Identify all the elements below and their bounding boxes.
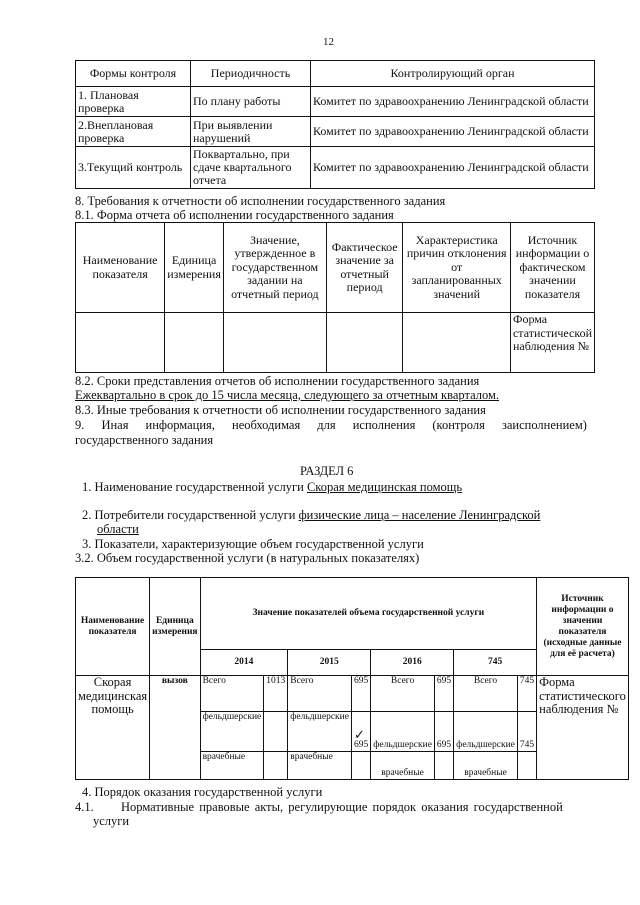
table-cell: Всего	[371, 676, 435, 712]
section6-item2-cont: области	[97, 522, 139, 536]
sec8-sub2-value: Ежеквартально в срок до 15 числа месяца, следующего за отчетным кварталом.	[75, 388, 500, 402]
handwritten-tick-icon: ✓	[353, 727, 365, 742]
table-cell: фельдшерские	[454, 712, 518, 752]
table-cell: врачебные	[454, 752, 518, 780]
header-unit: Единица измерения	[150, 578, 200, 676]
table-cell: фельдшерские	[371, 712, 435, 752]
control-table	[75, 60, 595, 189]
section6-item3: 3. Показатели, характеризующие объем государственной услуги	[82, 537, 424, 551]
sec4-item41	[75, 800, 587, 814]
header-source: Источник информации о фактическом значении показателя	[510, 223, 594, 313]
header-form: Формы контроля	[76, 61, 191, 87]
year-header: 2016	[371, 650, 454, 676]
sec8-sub1: 8.1. Форма отчета об исполнении государственного задания	[75, 208, 394, 222]
item-label: 2. Потребители государственной услуги	[82, 508, 299, 522]
item9-word: Иная	[101, 418, 129, 432]
table-cell	[264, 752, 288, 780]
header-values: Значение показателей объема государственной услуги	[200, 578, 537, 650]
header-actual: Фактическое значение за отчетный период	[326, 223, 403, 313]
page-number: 12	[323, 36, 334, 48]
section6-item2	[82, 508, 540, 522]
sec8-sub2: 8.2. Сроки представления отчетов об исполнении государственного задания	[75, 374, 480, 388]
table-cell: врачебные	[371, 752, 435, 780]
sec8-sub3: 8.3. Иные требования к отчетности об исполнении государственного задания	[75, 403, 486, 417]
table-cell	[403, 313, 511, 373]
table-cell: 1013	[264, 676, 288, 712]
table-cell	[517, 752, 536, 780]
table-cell: 745	[517, 712, 536, 752]
service-name: Скорая медицинская помощь	[76, 676, 150, 780]
item9-word: информация,	[145, 418, 215, 432]
table-cell: 695	[434, 676, 453, 712]
table-cell: Комитет по здравоохранению Ленинградской области	[311, 117, 595, 147]
section6-item32: 3.2. Объем государственной услуги (в натуральных показателях)	[75, 551, 420, 565]
header-name: Наименование показателя	[76, 578, 150, 676]
table-cell: 3.Текущий контроль	[76, 147, 191, 189]
header-approved: Значение, утвержденное в государственном задании на отчетный период	[223, 223, 326, 313]
table-cell: Всего	[454, 676, 518, 712]
table-cell: Комитет по здравоохранению Ленинградской области	[311, 87, 595, 117]
header-period: Периодичность	[191, 61, 311, 87]
table-cell: 745	[517, 676, 536, 712]
table-cell	[351, 712, 370, 752]
item9-word: (контроля	[432, 418, 485, 432]
source-value: Форма статистического наблюдения №	[537, 676, 629, 780]
table-cell: По плану работы	[191, 87, 311, 117]
section-title: РАЗДЕЛ 6	[300, 464, 354, 478]
table-cell	[351, 752, 370, 780]
item9-word: 9.	[75, 418, 85, 432]
table-cell	[326, 313, 403, 373]
table-cell	[434, 752, 453, 780]
sec4-item41-cont: услуги	[93, 814, 130, 828]
header-deviation: Характеристика причин отклонения от запланированных значений	[403, 223, 511, 313]
year-header: 2014	[200, 650, 288, 676]
table-cell: 695	[434, 712, 453, 752]
year-header: 745	[454, 650, 537, 676]
section6-item1	[82, 480, 462, 494]
volume-table	[75, 577, 629, 780]
item9-line2: государственного задания	[75, 433, 214, 447]
header-name: Наименование показателя	[76, 223, 165, 313]
table-cell	[264, 712, 288, 752]
cell-value: 695	[353, 740, 369, 750]
report-table	[75, 222, 595, 373]
item9-word: заисполнением)	[501, 418, 587, 432]
table-cell: При выявлении нарушений	[191, 117, 311, 147]
source-value: Форма статистической наблюдения №	[510, 313, 594, 373]
table-cell	[76, 313, 165, 373]
sec4-item4: 4. Порядок оказания государственной услуги	[82, 785, 323, 799]
table-cell: Всего	[200, 676, 264, 712]
table-cell: 695	[351, 676, 370, 712]
table-cell	[165, 313, 224, 373]
year-header: 2015	[288, 650, 371, 676]
table-cell: Комитет по здравоохранению Ленинградской области	[311, 147, 595, 189]
header-unit: Единица измерения	[165, 223, 224, 313]
table-cell	[223, 313, 326, 373]
table-cell: фельдшерские	[288, 712, 352, 752]
item-label: 1. Наименование государственной услуги	[82, 480, 307, 494]
item9-line1	[75, 418, 587, 432]
header-organ: Контролирующий орган	[311, 61, 595, 87]
table-cell: 1. Плановая проверка	[76, 87, 191, 117]
header-source: Источник информации о значении показателя (исходные данные для её расчета)	[537, 578, 629, 676]
unit-value: вызов	[150, 676, 200, 780]
table-cell: Всего	[288, 676, 352, 712]
item-text: Нормативные правовые акты, регулирующие порядок оказания государственной	[121, 800, 563, 814]
consumers-value: физические лица – население Ленинградской	[298, 508, 541, 522]
table-cell: врачебные	[200, 752, 264, 780]
table-cell: фельдшерские	[200, 712, 264, 752]
table-cell: 2.Внеплановая проверка	[76, 117, 191, 147]
item9-word: исполнения	[352, 418, 416, 432]
item9-word: необходимая	[232, 418, 301, 432]
table-cell: Поквартально, при сдаче квартального отчета	[191, 147, 311, 189]
item9-word: для	[317, 418, 336, 432]
sec8-title: 8. Требования к отчетности об исполнении государственного задания	[75, 194, 446, 208]
item-num: 4.1.	[75, 800, 94, 814]
table-cell: врачебные	[288, 752, 352, 780]
service-name: Скорая медицинская помощь	[306, 480, 463, 494]
